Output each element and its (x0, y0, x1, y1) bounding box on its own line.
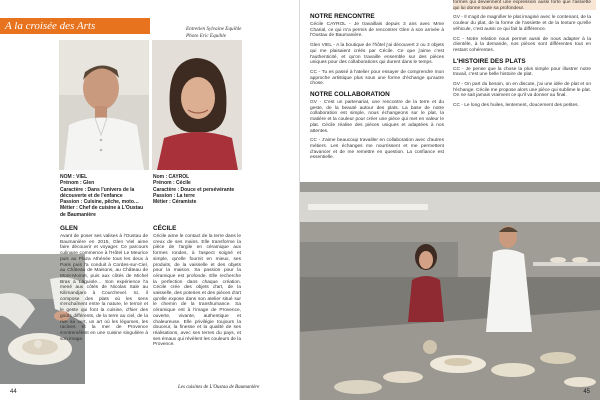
cecile-nom: Nom : CAYROL (153, 174, 190, 180)
page-number-left: 44 (10, 389, 17, 395)
rencontre-heading: NOTRE RENCONTRE (310, 13, 375, 20)
right-column-1 (310, 13, 444, 165)
right-column-2 (453, 0, 591, 113)
continued-para-1: formes qui deviennent une expression aussi forte que l'assiette qui lui donne toute sa profondeur. (453, 0, 591, 11)
cecile-caractere: Caractère : Douce et persévérante (153, 186, 235, 193)
collaboration-para-1: GV - C'est un partenariat, une rencontre de la terre et du geste, de la beauté autour des plats. La base de notre collaboration est simple, nous échangeons sur le plat, la matière et la couleur pour créer une pièce qui met en valeur le plat. Cécile réalise des pièces uniques et adaptées à nos attentes. (310, 100, 444, 134)
histoire-heading: L'HISTOIRE DES PLATS (453, 57, 526, 65)
histoire-para-1: CC - Je pense que la chose la plus simple pour illustrer notre travail, c'est une belle histoire de plat. (453, 66, 591, 78)
cecile-portrait-photo (152, 40, 242, 170)
glen-metier: Métier : Chef de cuisine à L'Oustau de Baumanière (60, 205, 144, 218)
cecile-column (153, 225, 241, 352)
rencontre-para-2: Glen VIEL - A la boutique de l'hôtel j'ai découvert 2 ou 3 objets qui me plaisaient créés par Cécile. Ce que j'aime c'est l'authenticité, et qu'on travaille ensemble sur des pièces uniques pour des collaborations qui durent dans le temps. (310, 43, 444, 66)
cecile-heading: CÉCILE (153, 225, 177, 232)
credits (186, 26, 241, 40)
cecile-body: Cécile aime le contact de la terre dans le creux de ses mains. Elle transforme la pièce de l'argile en céramique aux formes rondes, à l'aspect soigné et simple, qu'elle fournit en mieux, ses produits, de la vaisselle et des objets pour la maison. Sa passion pour la céramique est profonde. Elle recherche la perfection dans chaque création. Cécile crée des objets d'art, de la vaisselle, des poteries et des pièces d'art qu'elle expose dans son atelier situé sur le chemin de la transhumance. Sa céramique est à l'image de Provence, ouverte, vivante, authentique et chaleureuse. Elle privilégie toujours la douceur, la finesse et la qualité de ses réalisations, avec ses terres du pays, et ses émaux qui révèlent les couleurs de la Provence. (153, 234, 241, 348)
credit-photo: Photo Eric Equihle (186, 33, 227, 39)
cecile-prenom: Prénom : Cécile (153, 180, 191, 187)
glen-caractere: Caractère : Dans l'univers de la découverte et de l'enfance (60, 186, 135, 199)
rencontre-para-1: Cécile CAYROL - Je travaillais depuis 3 ans avec Mme Charial, ce qui m'a permis de rencontrer Glen à son arrivée à l'Oustau de Baumanière. (310, 22, 444, 39)
credit-interview: Entretien Sylvaine Equihle (186, 26, 242, 32)
glen-id-card (60, 174, 148, 218)
glen-heading: GLEN (60, 225, 78, 232)
continued-para-2: GV - Il s'agit de magnifier le plat imaginé avec le contenant, de la couleur du plat, de la forme de l'assiette et de la texture qu'elle véhicule, c'est aussi ce qui fait la différence. (453, 15, 591, 32)
cecile-metier: Métier : Céramiste (153, 199, 197, 206)
right-page (300, 0, 600, 400)
kitchen-photo (300, 182, 600, 400)
rencontre-para-3: CC - Tu es passé à l'atelier pour essayer de comprendre mon approche artistique plus sous une forme d'échange qu'autre chose. (310, 69, 444, 87)
cecile-passion: Passion : La terre (153, 192, 195, 199)
page-title: A la croisée des Arts (5, 20, 96, 32)
glen-nom: NOM : VIEL (60, 174, 88, 180)
histoire-para-2: GV - On part du besoin, on en discute, j'ai une idée de plat et on l'échange. Cécile me propose alors une pièce qui sublime le plat. On ne sait jamais vraiment ce qu'il va donner au final. (453, 82, 591, 99)
glen-body: Avant de poser ses valises à l'Oustau de Baumanière en 2015, Glen Viel aime faire découvrir et voyager. Ce parcours culinaire commence à l'Hôtel Le Meurice puis au Plaza Athénée tous les deux à Paris puis l'a conduit à Cordes-sur-Ciel, au Château de Maisons, au Château de Mont-Moinet, puis aux côtés de Michel Bras à Laguiole… Son expérience l'a mené aux côtés de Nicolas Sale au Kilimandjaro à Courchevel. Ici, il compose des plats où les sens s'enchaînent entre la nature, le terroir et le geste qui font la cuisine, d'hier des goûts différents, de la terre au ciel, de la rive au vert, un art où les légumes, les racines et la mer de Provence s'entremêlent en une cuisine singulière à son image. (60, 234, 148, 342)
page-number-right: 45 (583, 389, 590, 395)
running-footer: Les cuisines de L'Oustau de Baumanière (178, 385, 260, 390)
glen-column (60, 225, 148, 346)
collaboration-heading: NOTRE COLLABORATION (310, 91, 390, 99)
collaboration-para-2: CC - J'aime beaucoup travailler en collaboration avec d'autres métiers. Les échanges me nourrissent et me permettent d'avancer et de me remettre en question. La confiance est essentielle. (310, 138, 444, 161)
cecile-id-card (153, 174, 241, 205)
continued-para-3: CC - Notre relation nous permet aussi de nous adapter à la clientèle, à la demande, nos pièces sont différentes tout en restant cohérentes. (453, 36, 591, 53)
glen-passion: Passion : Cuisine, pêche, moto… (60, 199, 139, 206)
glen-portrait-photo (59, 40, 149, 170)
glen-prenom: Prénom : Glen (60, 180, 95, 187)
histoire-para-3: CC - Le long des huiles, lentement, doucement des petites. (453, 103, 579, 109)
